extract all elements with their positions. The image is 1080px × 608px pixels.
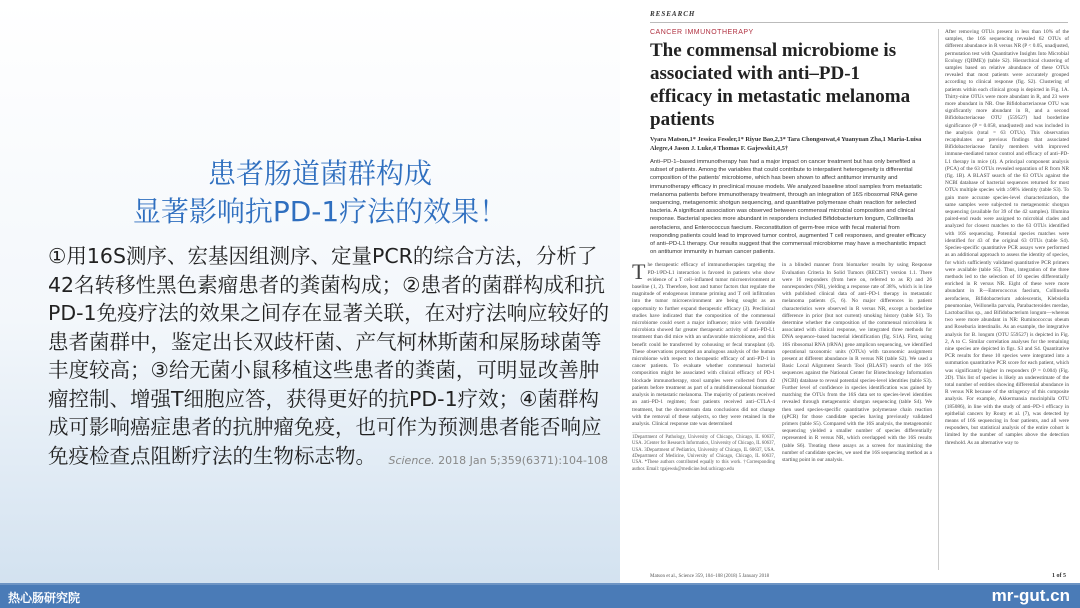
body-column-3: After removing OTUs present in less than 10% of the samples, the 16S sequencing revealed 62 OTUs of different abundance in R versus NR (P < 0.05, unadjusted, permutation test with Quantitative Insights Into Microbial Ecology (QIIME)) (table S2). Hierarchical clustering of samples based on relative abundance of these OTUs revealed that most patients were accurately grouped according to clinical response (fig. S2). Clustering of patients within each clinical group is depicted in Fig. 1A. Thirty-nine OTUs were more abundant in R, and 23 were more abundant in NR. One Bifidobacteriaceae OTU was significantly more abundant in R, and a second Bifidobacteriaceae OTU (559527) had borderline significance (P = 0.058, unadjusted) and was included in the analysis (total = 63 OTUs). This observation recapitulates our previous findings that associated Bifidobacteriaceae family members with improved immune-mediated tumor control and efficacy of anti–PD-L1 therapy in mice (4). A principal component analysis (PCA) of the 63 OTUs revealed separation of R from NR (fig. 1B). A BLAST search of the 63 OTUs against the NCBI database of bacterial sequences returned for most OTUs multiple species with ≥98% identity (table S3). To gain more accurate species-level characterization, the same samples were subjected to metagenomic shotgun sequencing (available for 39 of the 42 samples). Illumina paired-end reads were assigned to microbial clades and analyzed for closest matches to the 63 OTUs identified with 16S sequencing. Potential species matches were identified for 43 of the original 63 OTUs (table S4). Species-specific quantitative PCR assays were performed as an additional approach to assess the identity of species, for which sufficiently validated quantitative PCR primers were available (table S5). Thus, integration of the three methods led to the selection of 10 species differentially enriched in R versus NR. Eight of these were more abundant in R—Enterococcus faecium, Collinsella aerofaciens, Bifidobacterium adolescentis, Klebsiella pneumoniae, Veillonella parvula, Parabacteroides merdae, Lactobacillus sp., and Bifidobacterium longum—whereas two were more abundant in NR: Ruminococcus obeum and Roseburia intestinalis. As an example, the integrative analysis for B. longum (OTU 559527) is depicted in Fig. 2, A to C. Similar correlation analyses for the remaining nine species are depicted in figs. S3 and S4. Quantitative PCR results for these 10 species were integrated into a summation quantitative PCR score for each patient, which was significantly higher in responders (P = 0.004) (Fig. 2D). This list of species is likely an underestimate of the total number of entities showing differential abundance in R versus NR because of the stringency of this composite analysis. For example, Akkermansia muciniphila OTU (185086), in line with the study of anti–PD-1 efficacy in epithelial cancers by Routy et al. (7), was detected by means of 16S sequencing in four patients, and all were responders, but statistical analysis of the entire cohort is limited by the number of samples above the detection threshold. As an alternative way to: [945, 29, 1069, 446]
affiliations: 1Department of Pathology, University of Chicago, Chicago, IL 60637, USA. 2Center for Research Informatics, University of Chicago, IL 60637, USA. 3Department of Pediatrics, University of Chicago, IL 60637, USA. 4Department of Medicine, University of Chicago, Chicago, IL 60637, USA. *These authors contributed equally to this work. †Corresponding author. Email: tgajewsk@medicine.bsd.uchicago.edu: [632, 432, 775, 473]
paper-abstract: Anti–PD-1–based immunotherapy has had a major impact on cancer treatment but has only benefited a subset of patients. Among the variables that could contribute to interpatient heterogeneity is differential composition of the patients' microbiome, which has been shown to affect antitumor immunity and immunotherapy efficacy in preclinical mouse models. We analyzed baseline stool samples from metastatic melanoma patients before immunotherapy treatment, through an integration of 16S ribosomal RNA gene sequencing, metagenomic shotgun sequencing, and quantitative polymerase chain reaction for selected bacteria. A significant association was observed between commensal microbial composition and clinical response. Bacterial species more abundant in responders included Bifidobacterium longum, Collinsella aerofaciens, and Enterococcus faecium. Reconstitution of germ-free mice with fecal material from responding patients could lead to improved tumor control, augmented T cell responses, and greater efficacy of anti–PD-L1 therapy. Our results suggest that the commensal microbiome may have a mechanistic impact on antitumor immunity in human cancer patients.: [650, 159, 926, 256]
paper-title: The commensal microbiome is associated with anti–PD-1 efficacy in metastatic melanoma patients: [650, 40, 911, 130]
paper-authors: Vyara Matson,1* Jessica Fessler,1* Riyue Bao,2,3* Tara Chongsuwat,4 Yuanyuan Zha,1 Maria-Luisa Alegre,4 Jason J. Luke,4 Thomas F. Gajewski1,4,5†: [650, 136, 922, 152]
footer-bar: [0, 583, 1080, 608]
slide-title: [30, 155, 610, 231]
citation: [388, 454, 608, 467]
paper-footer: Matson et al., Science 359, 104–108 (2018) 5 January 2018: [650, 573, 770, 579]
header-rule: [650, 22, 1068, 23]
paper-kicker: CANCER IMMUNOTHERAPY: [650, 29, 754, 36]
page-number: 1 of 5: [1052, 573, 1066, 579]
citation-details: 2018 Jan 5;359(6371):104-108: [434, 454, 608, 467]
drop-cap: T: [632, 259, 646, 285]
summary-text: ①用16S测序、宏基因组测序、定量PCR的综合方法，分析了42名转移性黑色素瘤患者的粪菌构成；②患者的菌群构成和抗PD-1免疫疗法的效果之间存在显著关联，在对疗法响应较好的患者菌群中，鉴定出长双歧杆菌、产气柯林斯菌和屎肠球菌等丰度较高；③给无菌小鼠移植这些患者的粪菌，可明显改善肿瘤控制、增强T细胞应答，获得更好的抗PD-1疗效；④菌群构成可影响癌症患者的抗肿瘤免疫，也可作为预测患者能否响应免疫检查点阻断疗法的生物标志物。: [48, 244, 610, 468]
title-line-1: 患者肠道菌群构成: [207, 157, 432, 190]
citation-journal: Science.: [388, 454, 435, 467]
title-line-2: 显著影响抗PD-1疗法的效果！: [132, 195, 508, 228]
site-url: mr-gut.cn: [991, 586, 1070, 605]
paper-footer-row: [632, 570, 1072, 579]
body-columns: [632, 259, 932, 472]
paper-page: [620, 0, 1080, 583]
section-label: RESEARCH: [650, 10, 696, 18]
column-divider: [938, 29, 939, 570]
body-column-1: [632, 259, 775, 472]
body-column-2: in a blinded manner from biomarker results by using Response Evaluation Criteria In Solid Tumors (RECIST) version 1.1. There were 16 responders (from here on, referred to as R) and 26 nonresponders (NR), yielding a response rate of 38%, which is in line with published clinical data of anti–PD-1 therapy in metastatic melanoma patients (5, 6). No major differences in patient characteristics were observed in R versus NR, except a borderline difference in prior (but not current) smoking history (table S1). To determine whether the composition of the commensal microbiota is associated with clinical response, we integrated three methods for DNA sequence–based bacterial identification (fig. S1A). First, using 16S ribosomal RNA (rRNA) gene amplicon sequencing, we identified operational taxonomic units (OTUs) with taxonomic assignment present at different abundance in R versus NR (table S2). We used a Basic Local Alignment Search Tool (BLAST) search of the 16S sequences against the National Center for Biotechnology Information (NCBI) database to reveal potential species-level identities (table S3). Further level of confidence in species identification was gained by matching the OTUs from the 16S data set to species-level identities revealed through metagenomic shotgun sequencing (table S4). We then used species-specific quantitative polymerase chain reaction (qPCR) for those candidate species having previously validated primers (table S5). Compared with the 16S analysis, the metagenomic sequencing yielded a smaller number of species differentially represented in R versus NR, which overlapped with the 16S results (table S6). Treating these assays as a screen for maximizing the number of candidate species, we used the 16S sequencing method as a starting point in our analysis.: [782, 262, 932, 463]
paper-main: [632, 29, 1072, 570]
paper-head: [632, 29, 932, 262]
brand-logo: 热心肠研究院: [8, 591, 81, 605]
paper-left-part: [632, 29, 932, 570]
column-1-text: he therapeutic efficacy of immunotherapies targeting the PD-1/PD-L1 interaction is favored in patients who show evidence of a T cell–inflamed tumor microenvironment at baseline (1, 2). Therefore, host and tumor factors that regulate the magnitude of endogenous immune priming and T cell infiltration into the tumor microenvironment are being sought as an opportunity to further expand therapeutic efficacy (3). Preclinical studies have indicated that the composition of the commensal microbiome could exert a major influence; mice with favorable microbiota showed far greater therapeutic activity of anti–PD-L1 treatment than did mice with an unfavorable microbiome, and this benefit could be transferred by cohousing or fecal transplant (4). These observations prompted an analogous analysis of the human microbiome with respect to therapeutic efficacy of anti–PD-1 in cancer patients. To evaluate whether commensal bacterial composition might be associated with clinical efficacy of PD-1 blockade immunotherapy, stool samples were collected from 42 patients before treatment as part of a multidimensional biomarker analysis in metastatic melanoma. The majority of patients received an anti–PD-1 regimen; four patients received anti–CTLA-4 treatment, but the downstream data conclusions did not change with the removal of these subjects, so they were retained in the analysis. Clinical response rate was determined: [632, 262, 775, 427]
